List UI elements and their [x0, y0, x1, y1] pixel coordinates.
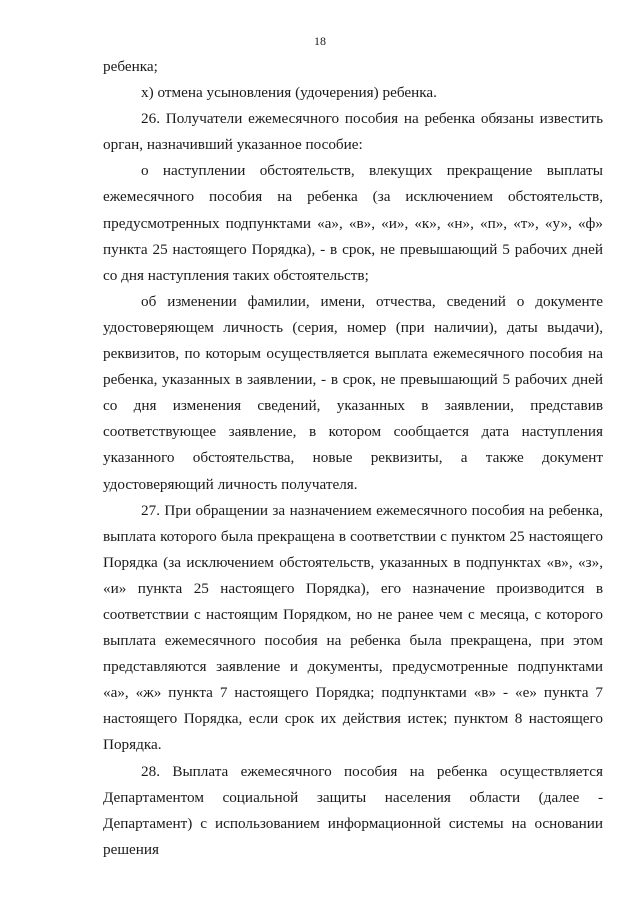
paragraph-clause-26-changes: об изменении фамилии, имени, отчества, сведений о документе удостоверяющем личность (серия, номер (при наличии), даты выдачи), реквизитов, по которым осуществляется выплата ежемесячного пособия на ребенка, указанных в заявлении, - в срок, не превышающий 5 рабочих дней со дня изменения сведений, указанных в заявлении, представив соответствующее заявление, в котором сообщается дата наступления указанного обстоятельства, новые реквизиты, а также документ удостоверяющий личность получателя. — [103, 292, 603, 493]
document-body — [103, 54, 603, 863]
paragraph-subitem-x: х) отмена усыновления (удочерения) ребенка. — [141, 84, 437, 102]
paragraph-clause-27: 27. При обращении за назначением ежемесячного пособия на ребенка, выплата которого была прекращена в соответствии с пунктом 25 настоящего Порядка (за исключением обстоятельств, указанных в подпунктах «в», «з», «и» пункта 25 настоящего Порядка), его назначение производится в соответствии с настоящим Порядком, но не ранее чем с месяца, с которого выплата ежемесячного пособия на ребенка была прекращена, при этом представляются заявление и документы, предусмотренные подпунктами «а», «ж» пункта 7 настоящего Порядка; подпунктами «в» - «е» пункта 7 настоящего Порядка, если срок их действия истек; пунктом 8 настоящего Порядка. — [103, 501, 603, 754]
page-number: 18 — [314, 34, 326, 48]
paragraph-clause-26: 26. Получатели ежемесячного пособия на ребенка обязаны известить орган, назначивший указанное пособие: — [103, 110, 603, 154]
paragraph-clause-28: 28. Выплата ежемесячного пособия на ребенка осуществляется Департаментом социальной защиты населения области (далее - Департамент) с использованием информационной системы на основании решения — [103, 762, 603, 858]
paragraph-continuation: ребенка; — [103, 58, 158, 75]
paragraph-clause-26-circumstances: о наступлении обстоятельств, влекущих прекращение выплаты ежемесячного пособия на ребенка (за исключением обстоятельств, предусмотренных подпунктами «а», «в», «и», «к», «н», «п», «т», «у», «ф» пункта 25 настоящего Порядка), - в срок, не превышающий 5 рабочих дней со дня наступления таких обстоятельств; — [103, 162, 603, 284]
